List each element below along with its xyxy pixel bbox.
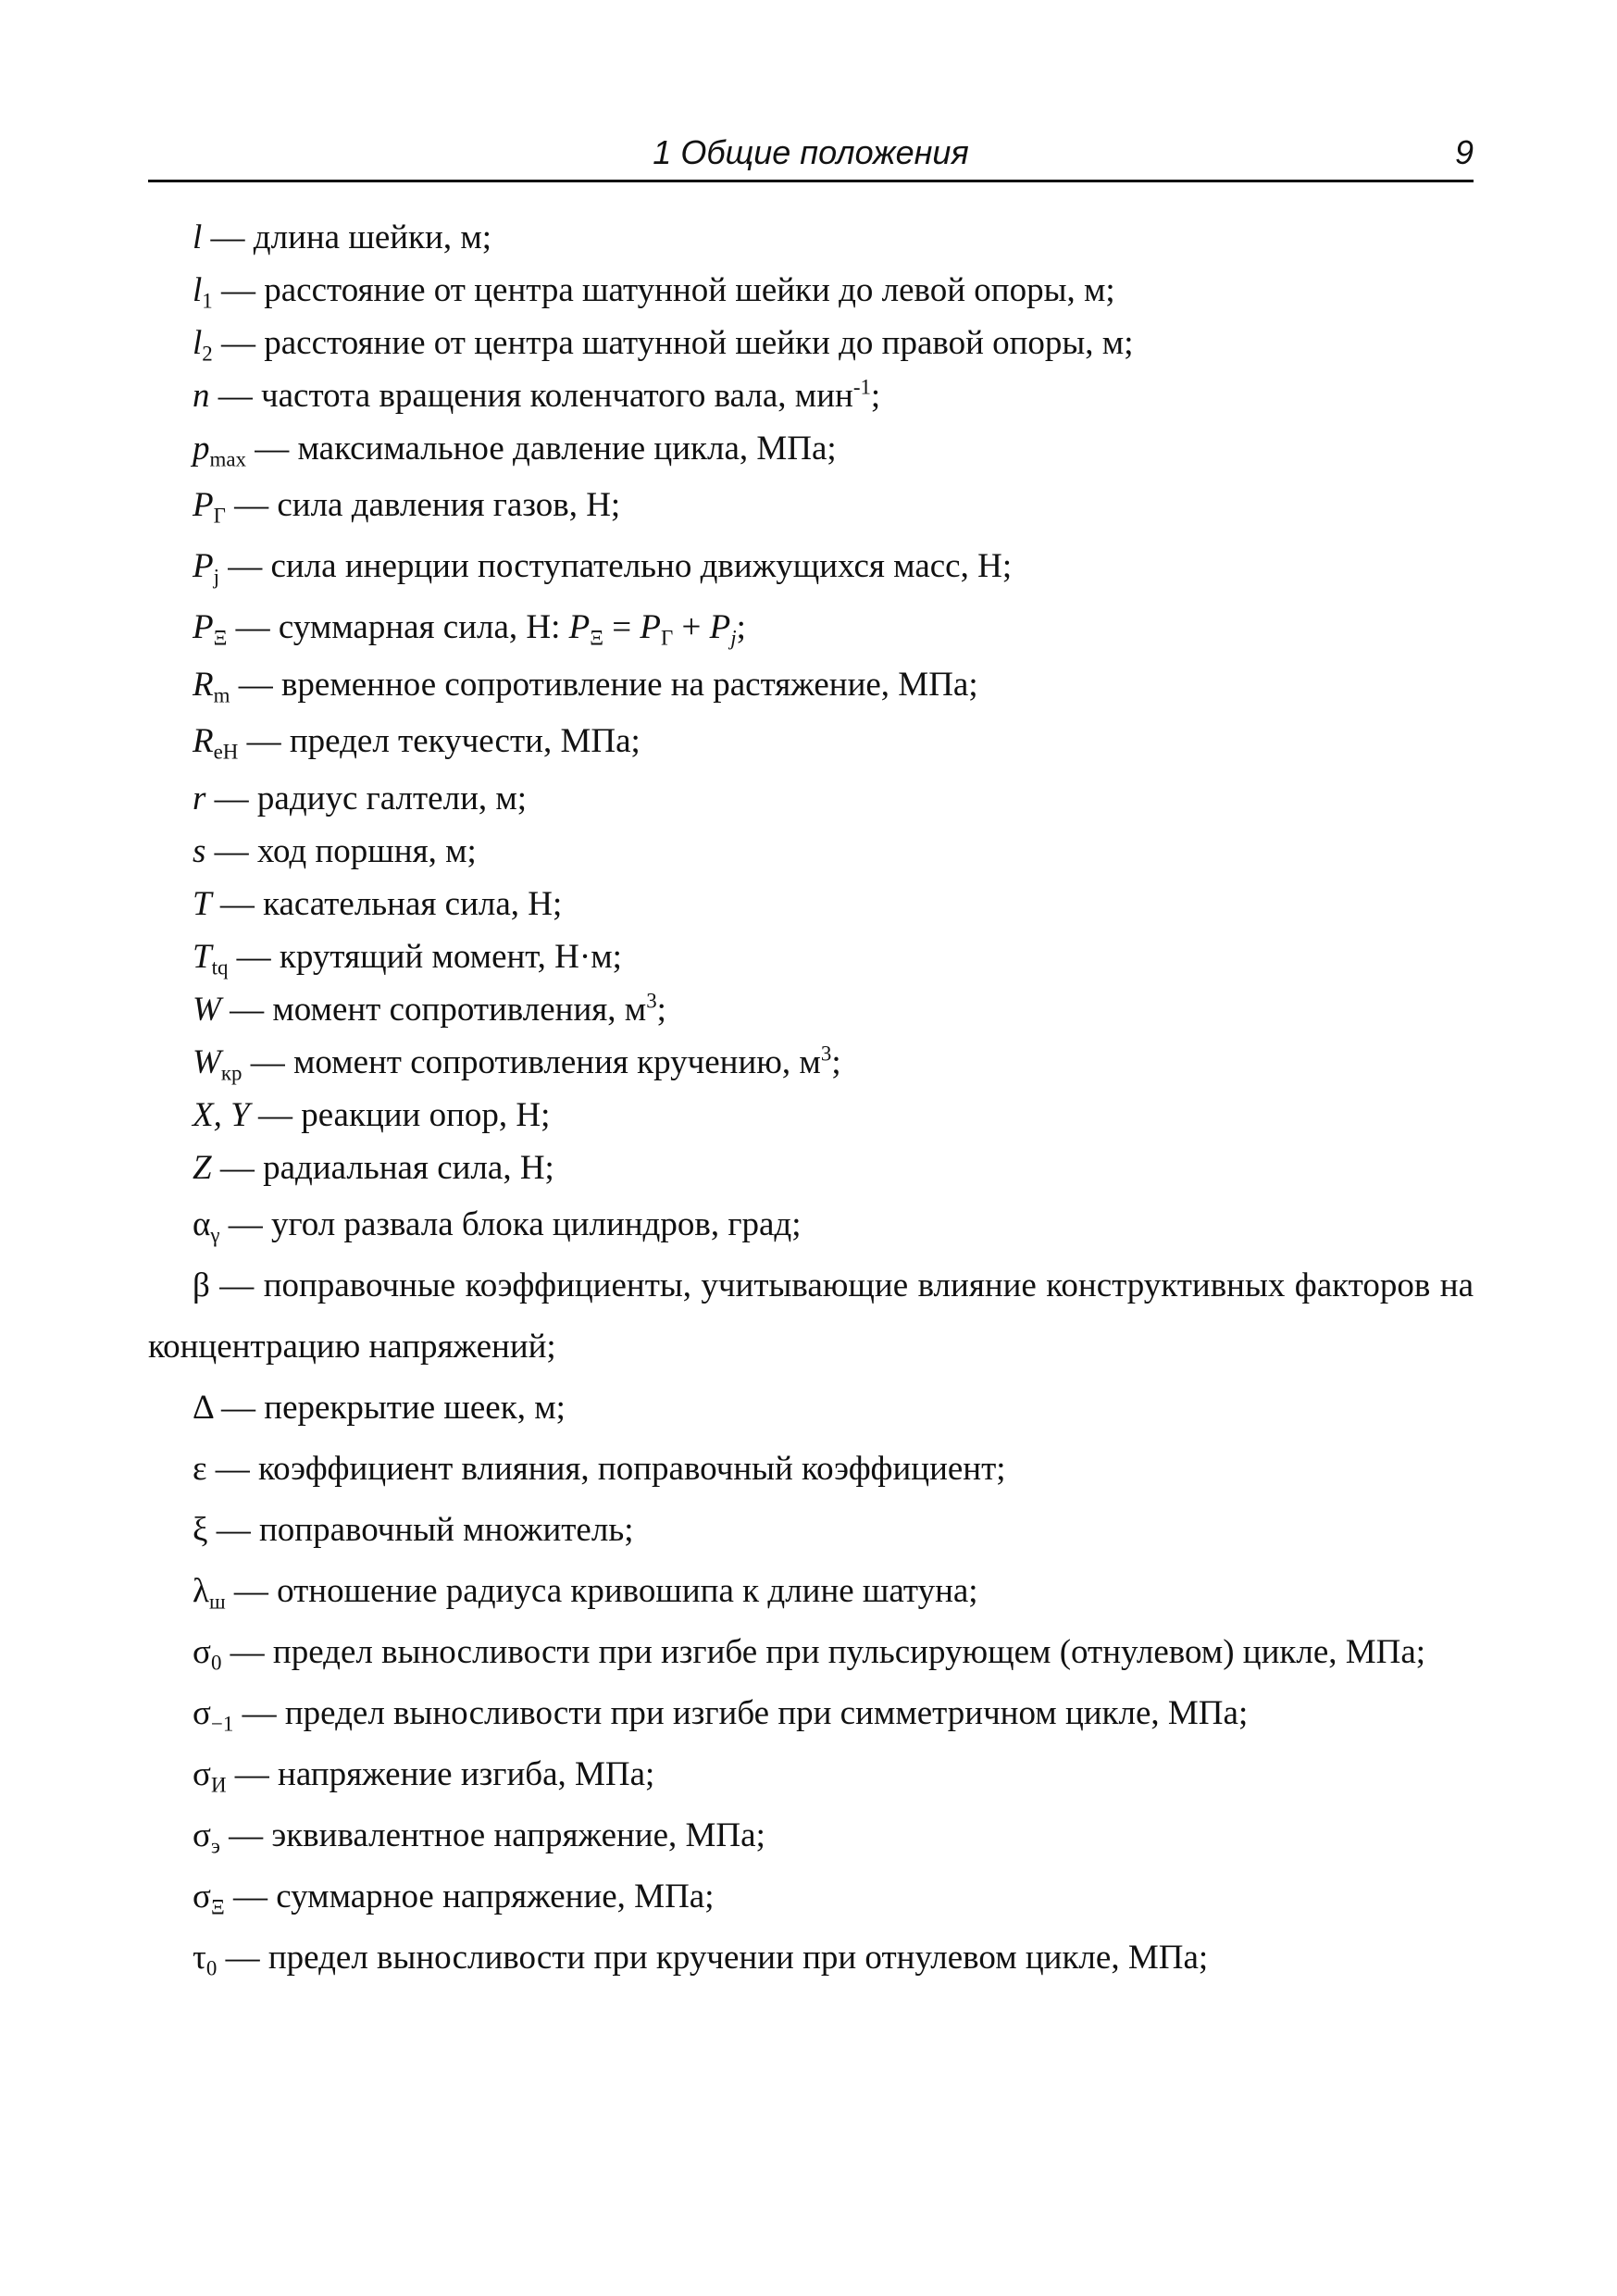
symbol: n [193, 377, 210, 415]
symbol: l [193, 324, 203, 362]
symbol-entry [148, 930, 1474, 983]
symbol-entry [148, 711, 1474, 772]
symbol: σ [193, 1878, 211, 1915]
symbol: σ [193, 1694, 211, 1732]
symbol: β [193, 1267, 210, 1304]
symbol-subscript: 1 [202, 289, 213, 313]
definition-text: — временное сопротивление на растяжение, МПа; [230, 666, 978, 704]
definition-text: — суммарная сила, Н: [227, 608, 569, 646]
symbol-entry [148, 422, 1474, 475]
definition-tail: ; [831, 1043, 841, 1081]
symbol-entry [148, 1866, 1474, 1928]
symbol-subscript: кр [220, 1061, 243, 1085]
symbol-subscript: 0 [210, 1651, 222, 1675]
symbol-entry [148, 878, 1474, 930]
symbol-entry [148, 211, 1474, 264]
definition-text: — коэффициент влияния, поправочный коэффициент; [206, 1450, 1006, 1488]
symbol: α [193, 1205, 211, 1243]
definition-text: — эквивалентное напряжение, МПа; [219, 1816, 765, 1854]
symbol: T [193, 938, 212, 976]
symbol-subscript: eH [213, 740, 239, 764]
symbol: σ [193, 1633, 211, 1671]
definition-text: — расстояние от центра шатунной шейки до левой опоры, м; [212, 271, 1115, 309]
symbol-entry [148, 1500, 1474, 1561]
unit-superscript: -1 [852, 375, 871, 399]
definition-text: — момент сопротивления кручению, м [242, 1043, 821, 1081]
symbol-entry [148, 1378, 1474, 1439]
symbol-entry [148, 983, 1474, 1036]
symbol-subscript: γ [210, 1223, 220, 1247]
symbol-subscript: 0 [205, 1956, 218, 1980]
symbol-entry [148, 1805, 1474, 1866]
symbol-entry [148, 1744, 1474, 1805]
symbol-entry [148, 1439, 1474, 1500]
symbol-subscript: j [213, 565, 219, 589]
definition-text: — длина шейки, м; [202, 218, 492, 256]
running-header [148, 128, 1474, 182]
symbol-subscript: Ξ [213, 626, 228, 650]
symbol: τ [193, 1939, 206, 1977]
symbol-entry [148, 536, 1474, 597]
definition-text: — момент сопротивления, м [220, 991, 647, 1029]
symbol-subscript: m [213, 683, 230, 707]
symbol: l [193, 271, 203, 309]
symbol: ξ [193, 1511, 208, 1549]
definition-text: — угол развала блока цилиндров, град; [219, 1205, 802, 1243]
symbol: r [193, 780, 206, 817]
definition-text: — сила давления газов, Н; [225, 486, 621, 524]
definition-text: — касательная сила, Н; [211, 885, 563, 923]
symbol-entry [148, 1194, 1474, 1255]
definition-tail: ; [870, 377, 881, 415]
definition-text: — отношение радиуса кривошипа к длине шатуна; [225, 1572, 978, 1610]
formula: $P_\Xi = P_Г + P_j$; [568, 608, 746, 650]
symbol: σ [193, 1816, 211, 1854]
symbol-subscript: э [210, 1834, 220, 1858]
definition-text: — предел выносливости при изгибе при пульсирующем (отнулевом) цикле, МПа; [221, 1633, 1426, 1671]
symbol-entry [148, 597, 1474, 658]
symbol-subscript: 2 [202, 342, 213, 366]
symbol-subscript: Ξ [210, 1895, 225, 1919]
symbol: T [193, 885, 212, 923]
symbol: p [193, 430, 210, 468]
chapter-title: 1 Общие положения [653, 133, 969, 171]
symbol-entry [148, 264, 1474, 317]
page-number: 9 [1454, 133, 1474, 171]
symbol: Z [193, 1149, 212, 1187]
symbol: X, Y [193, 1096, 250, 1134]
symbol-entry [148, 1036, 1474, 1089]
definition-text: — максимальное давление цикла, МПа; [246, 430, 837, 468]
symbol-entry [148, 825, 1474, 878]
symbol-entry [148, 658, 1474, 711]
definition-text: — поправочные коэффициенты, учитывающие влияние конструктивных факторов на концентрацию напряжений; [148, 1267, 1474, 1366]
definition-text: — крутящий момент, Н·м; [228, 938, 622, 976]
symbol-subscript: ш [208, 1590, 226, 1614]
definition-text: — частота вращения коленчатого вала, мин [209, 377, 853, 415]
symbol: R [193, 666, 214, 704]
definition-text: — ход поршня, м; [205, 832, 477, 870]
symbol-subscript: Г [213, 504, 226, 528]
symbol-entry [148, 1622, 1474, 1683]
symbol-subscript: −1 [210, 1712, 234, 1736]
definition-text: — предел текучести, МПа; [238, 722, 641, 760]
unit-superscript: 3 [820, 1042, 832, 1066]
definition-text: — реакции опор, Н; [249, 1096, 551, 1134]
symbol-entry [148, 772, 1474, 825]
symbol-entry [148, 317, 1474, 369]
symbol-entry [148, 369, 1474, 422]
symbol: Δ [193, 1389, 213, 1427]
symbol: s [193, 832, 206, 870]
symbol: σ [193, 1755, 211, 1793]
symbol: W [193, 991, 221, 1029]
definition-text: — сила инерции поступательно движущихся масс, Н; [218, 547, 1013, 585]
symbol: ε [193, 1450, 207, 1488]
definition-text: — поправочный множитель; [207, 1511, 634, 1549]
symbols-list [148, 211, 1474, 1989]
symbol-subscript: И [210, 1773, 227, 1797]
definition-text: — перекрытие шеек, м; [212, 1389, 566, 1427]
definition-text: — суммарное напряжение, МПа; [224, 1878, 715, 1915]
symbol-entry [148, 1089, 1474, 1142]
symbol-entry [148, 1142, 1474, 1194]
symbol-subscript: max [209, 447, 246, 471]
symbol-entry [148, 1683, 1474, 1744]
symbol-entry [148, 1561, 1474, 1622]
symbol: P [193, 486, 214, 524]
symbol: W [193, 1043, 221, 1081]
symbol-entry [148, 1928, 1474, 1989]
definition-text: — предел выносливости при изгибе при симметричном цикле, МПа; [233, 1694, 1249, 1732]
definition-tail: ; [656, 991, 666, 1029]
symbol: λ [193, 1572, 209, 1610]
symbol: P [193, 608, 214, 646]
symbol: P [193, 547, 214, 585]
definition-text: — напряжение изгиба, МПа; [226, 1755, 655, 1793]
symbol-entry [148, 1255, 1474, 1378]
definition-text: — радиус галтели, м; [205, 780, 528, 817]
symbol: l [193, 218, 203, 256]
definition-text: — радиальная сила, Н; [211, 1149, 554, 1187]
definition-text: — расстояние от центра шатунной шейки до правой опоры, м; [212, 324, 1134, 362]
symbol-entry [148, 475, 1474, 536]
definition-text: — предел выносливости при кручении при отнулевом цикле, МПа; [217, 1939, 1209, 1977]
unit-superscript: 3 [646, 989, 657, 1013]
symbol-subscript: tq [211, 955, 229, 980]
symbol: R [193, 722, 214, 760]
